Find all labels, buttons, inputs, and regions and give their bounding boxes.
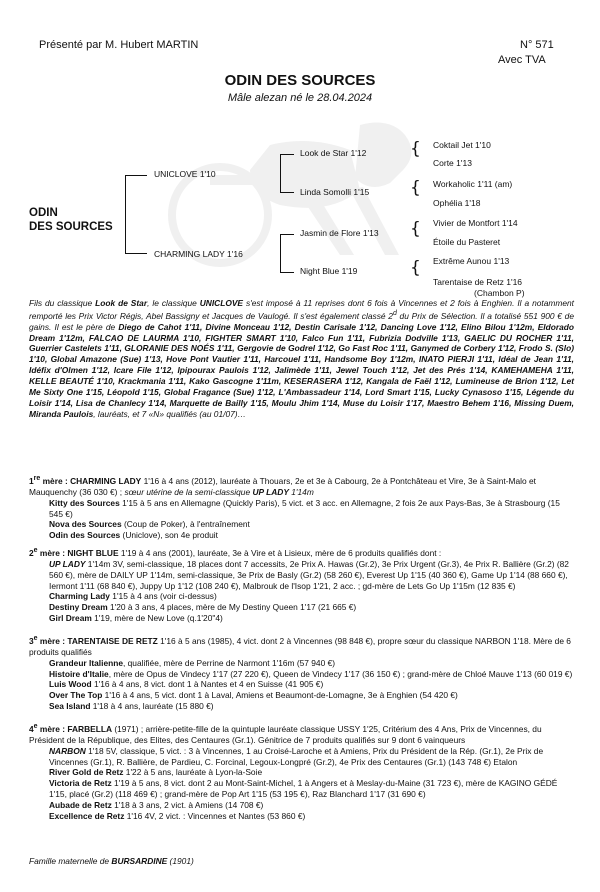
sire-description [29,298,574,420]
text-span: Famille maternelle de [29,856,112,866]
produce [29,746,574,768]
produce [29,701,574,712]
produce-text: 1'18 à 4 ans, lauréate (15 880 €) [90,701,214,712]
second-dam-section [29,546,574,624]
produce [29,613,574,624]
produce [29,778,574,800]
sire-dam: Linda Somolli 1'15 [300,187,370,197]
produce-name: Charming Lady [49,591,110,602]
dam-label: mère : [37,635,68,646]
sire-sire: Look de Star 1'12 [300,148,367,158]
produce-text: 1'16 4V, 2 vict. : Vincennes et Nantes (53 860 €) [124,811,306,822]
dam-name: TARENTAISE DE RETZ [67,635,158,646]
dam-text: (1971) ; arrière-petite-fille de la quintuple lauréate classique USSY 1'25, Critérium des 4 Ans, Prix de Vincennes, du Président de la République, des Elites, des Centaures (Gr.1). Génitrice de 7 produits qualifiés sur 9 dont 6 vainqueurs [29,723,542,745]
grandparent: Workaholic 1'11 (am) [433,179,513,189]
produce [29,669,574,680]
produce [29,800,574,811]
pedigree-line [280,154,294,155]
dam-label-sup: e [33,547,38,554]
pedigree-line [125,253,147,254]
grandparent: Vivier de Montfort 1'14 [433,218,518,228]
subject-name-line1: ODIN [29,207,58,219]
dam-label-sup: e [33,723,38,730]
dam-text: 1'16 à 4 ans (2012), lauréate à Thouars, 2e et 3e à Cabourg, 2e à Pontchâteau et Vire, 3e à Saint-Malo et Mauquenchy (36 030 €) ; [29,475,536,497]
sire-sire-name: Look de Star [95,298,148,308]
produce-name: Victoria de Retz [49,778,112,789]
grandparent-note: (Chambon P) [474,288,525,298]
produce-text: 1'16 à 4 ans, 5 vict. dont 1 à Laval, Amiens et Beaumont-de-Lomagne, 3e à Enghien (54 420 €) [102,690,458,701]
produce-text: 1'16 à 4 ans, 8 vict. dont 1 à Nantes et 4 en Suisse (41 905 €) [91,679,324,690]
produce [29,602,574,613]
produce-name: Girl Dream [49,613,92,624]
sire-name: UNICLOVE [199,298,244,308]
text-span: , lauréats, et 7 «N» qualifiés (au 01/07)… [93,408,246,419]
text-span: du Prix de Sélection. Il a totalisé 551 900 € de gains. Il est le père de [29,310,575,332]
family-name: BURSARDINE [111,856,168,866]
text-span: (1901) [167,856,194,866]
dam-label: 1 [29,475,34,486]
pedigree-line [280,234,281,272]
maternal-family [29,856,574,867]
grandparent: Étoile du Pasteret [433,237,501,247]
dam: CHARMING LADY 1'16 [154,249,243,259]
presenter: Présenté par M. Hubert MARTIN [39,39,199,51]
produce-text: , mère de Opus de Vindecy 1'17 (27 220 €), Queen de Vindecy 1'17 (36 150 €) ; grand-mère de Chloé Mauve 1'13 (60 019 €) [108,668,573,679]
produce-text: 1'14m 3V, semi-classique, 18 places dont 7 accessits, 2e Prix A. Hawas (Gr.2), 3e Prix Urgent (Gr.3), 4e Prix R. Ballière (Gr.2) (82 560 €), mère de DAILY UP 1'14m, semi-classique, 3e Prix de Basly (Gr.2) (58 260 €), Everest Up 1'15 (40 360 €), Game Up 1'14 (88 660 €), Iermont 1'11 (68 840 €), Juppy Up 1'12 (108 240 €), Malbrouk de l'Isop 1'21, 2 acc. ; gd-mère de Lets Go Up 1'15m (12 835 €) [49,558,569,591]
dam-label: 4 [29,723,34,734]
dam-label-sup: re [33,475,41,482]
produce-text: 1'20 à 3 ans, 4 places, mère de My Destiny Queen 1'17 (21 665 €) [107,602,357,613]
dam-note: sœur utérine de la semi-classique [124,486,253,497]
produce-text: 1'18 à 3 ans, 2 vict. à Amiens (14 708 €) [111,800,264,811]
fourth-dam-heading [29,722,574,746]
pedigree-line [280,272,294,273]
produce-name: Kitty des Sources [49,497,120,508]
brace: { [410,139,421,159]
horse-title: ODIN DES SOURCES [224,72,376,89]
pedigree-line [125,175,147,176]
brace: { [410,258,421,278]
dam-text: 1'16 à 5 ans (1985), 4 vict. dont 2 à Vincennes (98 848 €), propre sœur du classique NARBON 1'18. Mère de 6 produits qualifiés [29,635,571,657]
text-span: s'est imposé à 11 reprises dont 6 fois à Vincennes et 2 fois à Enghien. Il a notamment remporté les Prix Victor Régis, Abel Bassigny et Jacques de Vaulogé. Il s'est également classé 2 [29,298,574,321]
fourth-dam-section [29,722,574,822]
dam-dam: Night Blue 1'19 [300,266,358,276]
produce [29,767,574,778]
dam-label: mère : [40,475,71,486]
produce-text: 1'15 à 4 ans (voir ci-dessus) [109,591,217,602]
produce-text: 1'18 5V, classique, 5 vict. : 3 à Vincennes, 1 au Croisé-Laroche et à Amiens, Prix du Président de la Rép. (Gr.1), 2e Prix de Vincennes (Gr.1), R. Ballière, de Pardieu, C. Forcinal, Legoux-Longpré (Gr.2), 4e Prix des Centaures (Gr.1) (143 748 €) Etalon [49,745,544,767]
produce-text: (Coup de Poker), à l'entraînement [121,519,250,530]
dam-label-sup: e [33,635,38,642]
produce [29,811,574,822]
produce-text: 1'22 à 5 ans, lauréate à Lyon-la-Soie [123,767,263,778]
grandparent: Extrême Aunou 1'13 [433,256,510,266]
tva-note: Avec TVA [498,54,546,66]
subject-name-line2: DES SOURCES [29,221,113,233]
produce-text: 1'19, mère de New Love (q.1'20"4) [91,613,223,624]
grandparent: Tarentaise de Retz 1'16 [433,277,523,287]
dam-text: 1'19 à 4 ans (2001), lauréate, 3e à Vire et à Lisieux, mère de 6 produits qualifiés dont : [118,547,442,558]
produce-name: Sea Island [49,701,91,712]
produce-name: UP LADY [49,558,86,569]
dam-note-name: UP LADY [252,486,289,497]
pedigree-line [280,192,294,193]
dam-label: mère : [37,547,68,558]
produce [29,530,574,541]
produce-text: , qualifiée, mère de Perrine de Narmont 1'16m (57 940 €) [123,657,336,668]
dam-label: 3 [29,635,34,646]
text-span: , le classique [147,298,200,308]
produce [29,559,574,592]
produce [29,679,574,690]
superscript: d [392,309,397,317]
produce-name: Destiny Dream [49,602,108,613]
produce-text: 1'15 à 5 ans en Allemagne (Quickly Paris), 5 vict. et 3 acc. en Allemagne, 2 fois 2e aux Pays-Bas, 3e à Strasbourg (15 545 €) [49,497,560,519]
produce-name: River Gold de Retz [49,767,124,778]
produce [29,519,574,530]
produce-name: Nova des Sources [49,519,122,530]
produce-text: 1'19 à 5 ans, 8 vict. dont 2 au Mont-Saint-Michel, 1 à Angers et à Meslay-du-Maine (31 723 €), mère de KAGINO GÉDÉ 1'15, placé (Gr.2) (118 469 €) ; grand-mère de Pop Art 1'15 (53 195 €), Raz Blanchard 1'17 (31 690 €) [49,778,558,800]
dam-name: NIGHT BLUE [67,547,119,558]
offspring-list: Diego de Cahot 1'11, Divine Monceau 1'12, Destin Carisale 1'12, Dancing Love 1'12, Elino Bilou 1'12m, Eldorado Dream 1'12m, FALCAO DE LAURMA 1'10, FIGHTER SMART 1'10, Falco Fun 1'11, Fubrizia Dodville 1'13, GAELIC DU ROCHER 1'11, Guerrier Castelets 1'11, GLORANIE DES NOÉS 1'11, Gergovie de Godrel 1'12, Go Fast Roc 1'11, Ganymed de Corbery 1'12, Frodo S. (Slo) 1'10, Global Amazone (Sue) 1'13, Hove Pont Vautier 1'11, Harcouel 1'11, Handsome Boy 1'12m, INATO PIERJI 1'11, Idéal de Jean 1'11, Idéfix d'Olmen 1'12, Icare File 1'12, Ipipourax Paulois 1'12, Jalimède 1'11, Jewel Touch 1'12, Jet des Prés 1'14, KAMEHAMEHA 1'11, KELLE BEAUTÉ 1'10, Krackmania 1'11, Kako Gascogne 1'11m, KESERASERA 1'12, Kangala de Faël 1'12, Lumineuse de Brion 1'12, Let Me Sixty One 1'15, Léopold 1'15, Global Fragance (Sue) 1'12, L'Ambassadeur 1'14, Lord Smart 1'15, Lucky Cynasoso 1'15, Légende du Loisir 1'14, Lisa de Chanlecy 1'14, Marquette de Bailly 1'15, Moulu Jhim 1'14, Muse du Loisir 1'17, Maestro Behem 1'16, Missing Duem, Miranda Paulois [29,321,574,419]
sire: UNICLOVE 1'10 [154,169,216,179]
produce-name: NARBON [49,745,86,756]
produce [29,498,574,520]
text-span: Fils du classique [29,298,96,308]
produce-name: Grandeur Italienne [49,657,123,668]
produce [29,591,574,602]
grandparent: Corte 1'13 [433,158,472,168]
brace: { [410,219,421,239]
lot-number: N° 571 [520,39,554,51]
grandparent: Ophélia 1'18 [433,198,481,208]
dam-label: mère : [37,723,68,734]
produce-name: Luis Wood [49,679,92,690]
first-dam-heading [29,474,574,498]
horse-subtitle: Mâle alezan né le 28.04.2024 [227,92,373,104]
pedigree-line [125,175,126,253]
brace: { [410,178,421,198]
dam-name: CHARMING LADY [70,475,142,486]
dam-sire: Jasmin de Flore 1'13 [300,228,379,238]
produce [29,658,574,669]
third-dam-section [29,634,574,712]
produce-text: (Uniclove), son 4e produit [120,530,218,541]
produce-name: Aubade de Retz [49,800,112,811]
pedigree-line [280,154,281,192]
dam-note: 1'14m [288,486,314,497]
grandparent: Coktail Jet 1'10 [433,140,491,150]
dam-label: 2 [29,547,34,558]
produce-name: Over The Top [49,690,103,701]
dam-name: FARBELLA [67,723,113,734]
produce [29,690,574,701]
produce-name: Excellence de Retz [49,811,125,822]
third-dam-heading [29,634,574,658]
first-dam-section [29,474,574,541]
produce-name: Histoire d'Italie [49,668,109,679]
second-dam-heading [29,546,574,559]
pedigree-line [280,234,294,235]
produce-name: Odin des Sources [49,530,121,541]
